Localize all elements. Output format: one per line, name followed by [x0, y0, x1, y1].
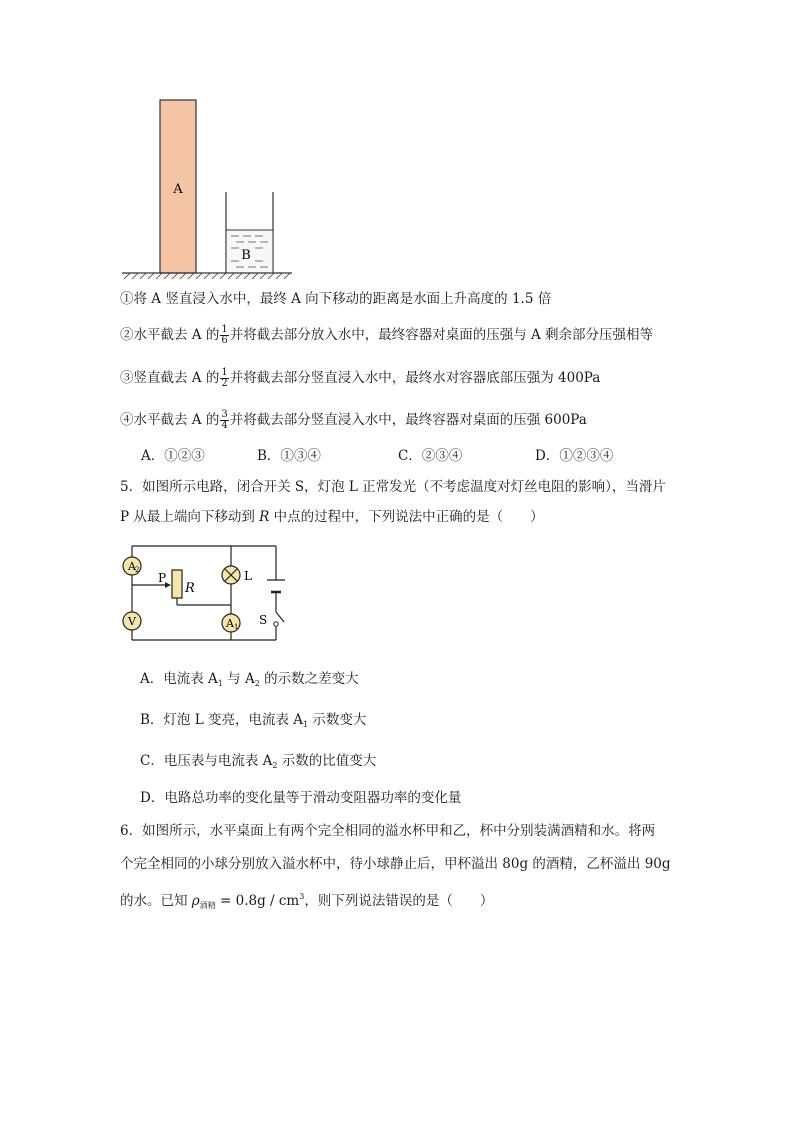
fraction-one-half: $\frac{1}{2}$ — [221, 367, 228, 389]
svg-text:2: 2 — [135, 566, 140, 574]
q4-option-c[interactable]: C．②③④ — [398, 448, 463, 464]
q5-option-c[interactable]: C．电压表与电流表 $A_2$ 示数的比值变大 — [140, 753, 377, 770]
q5-stem-line-2: P 从最上端向下移动到 R 中点的过程中，下列说法中正确的是（ ） — [120, 509, 544, 525]
block-a-label: A — [173, 182, 183, 197]
q4-statement-4: ④水平截去 A 的 $\frac{3}{4}$ 并将截去部分竖直浸入水中，最终容器对桌面的压强 600Pa — [120, 409, 587, 431]
q5-option-b[interactable]: B．灯泡 L 变亮，电流表 $A_1$ 示数变大 — [140, 712, 367, 729]
q4-option-d[interactable]: D．①②③④ — [535, 448, 614, 464]
fraction-one-sixth: $\frac{1}{6}$ — [221, 324, 228, 346]
svg-text:P: P — [158, 571, 167, 585]
circuit-diagram — [116, 540, 296, 645]
svg-text:1: 1 — [234, 623, 239, 631]
svg-text:R: R — [185, 581, 195, 596]
fraction-three-quarters: $\frac{3}{4}$ — [221, 409, 228, 431]
q4-option-a[interactable]: A．①②③ — [141, 448, 205, 464]
q4-statement-3: ③竖直截去 A 的 $\frac{1}{2}$ 并将截去部分竖直浸入水中，最终水对容器底部压强为 400Pa — [120, 367, 601, 389]
q6-stem-line-1: 6．如图所示，水平桌面上有两个完全相同的溢水杯甲和乙，杯中分别装满酒精和水。将两 — [120, 823, 656, 839]
q6-stem-line-2: 个完全相同的小球分别放入溢水杯中，待小球静止后，甲杯溢出 80g 的酒精，乙杯溢出 90g — [120, 856, 671, 872]
switch-s — [274, 622, 278, 626]
q4-option-b[interactable]: B．①③④ — [257, 448, 321, 464]
rheostat-resistor — [172, 570, 182, 598]
svg-text:A: A — [128, 560, 136, 573]
q5-option-a[interactable]: A．电流表 $A_1$ 与 $A_2$ 的示数之差变大 — [140, 671, 359, 688]
ground-hatching — [124, 273, 290, 279]
q5-option-d[interactable]: D．电路总功率的变化量等于滑动变阻器功率的变化量 — [140, 790, 462, 806]
q4-statement-2: ②水平截去 A 的 $\frac{1}{6}$ 并将截去部分放入水中，最终容器对桌面的压强与 A 剩余部分压强相等 — [120, 324, 654, 346]
svg-text:V: V — [128, 615, 136, 628]
svg-text:L: L — [244, 569, 252, 583]
figure-block-and-container — [118, 95, 298, 285]
svg-text:S: S — [259, 613, 268, 627]
q5-stem-line-1: 5．如图所示电路，闭合开关 S，灯泡 L 正常发光（不考虑温度对灯丝电阻的影响），当滑片 — [120, 479, 666, 495]
q6-stem-line-3: 的水。已知 $\rho_{酒精} = 0.8g / cm^3$，则下列说法错误的是（ ） — [120, 892, 494, 910]
q4-statement-1: ①将 A 竖直浸入水中，最终 A 向下移动的距离是水面上升高度的 1.5 倍 — [120, 291, 552, 307]
container-b-label: B — [241, 248, 251, 263]
svg-text:A: A — [226, 617, 234, 630]
